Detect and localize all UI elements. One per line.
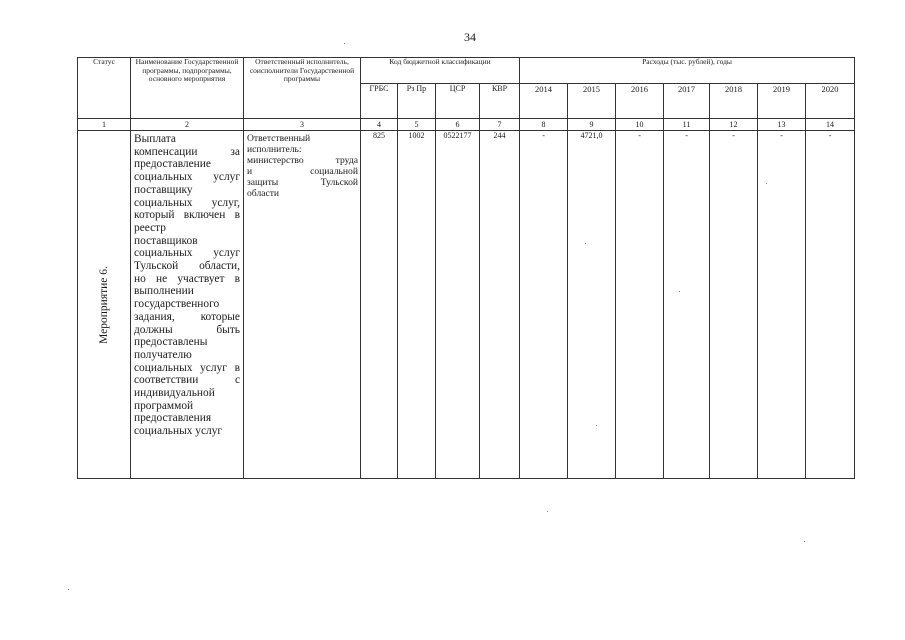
header-year: 2015 [568, 84, 616, 119]
csr-value: 0522177 [436, 131, 480, 479]
name-line: социальных услуг [134, 247, 240, 260]
header-year: 2014 [520, 84, 568, 119]
expense-value: - [520, 131, 568, 479]
name-line: индивидуальной [134, 387, 215, 400]
name-line: программой [134, 399, 194, 412]
status-label: Мероприятие 6. [98, 265, 110, 344]
name-line: но не участвует в [134, 272, 240, 285]
scan-speck [679, 291, 680, 292]
name-line: который включен в [134, 209, 240, 222]
header-name: Наименование Государственной программы, подпрограммы, основного мероприятия [131, 58, 244, 119]
executor-line: и социальной [247, 166, 358, 177]
table-row [78, 131, 855, 479]
header-status: Статус [78, 58, 131, 119]
header-executor: Ответственный исполнитель, соисполнители Государственной программы [244, 58, 361, 119]
column-number: 12 [710, 119, 758, 131]
scan-speck [766, 183, 767, 184]
name-line: поставщику [134, 183, 193, 196]
expense-value: 4721,0 [568, 131, 616, 479]
name-line: получателю [134, 348, 192, 361]
name-line: выполнении [134, 285, 194, 298]
name-line: социальных услуг, [134, 196, 240, 209]
scan-speck [585, 243, 586, 244]
expense-value: - [710, 131, 758, 479]
expense-value: - [664, 131, 710, 479]
name-line: предоставления [134, 412, 212, 425]
column-number: 1 [78, 119, 131, 131]
event-name [131, 131, 243, 438]
executor-line: министерство труда [247, 155, 358, 166]
name-line: социальных услуг [134, 425, 223, 438]
name-line: соответствии с [134, 374, 240, 387]
header-year: 2016 [616, 84, 664, 119]
budget-table [77, 57, 855, 479]
header-year: 2020 [806, 84, 855, 119]
column-number: 2 [131, 119, 244, 131]
header-year: 2019 [758, 84, 806, 119]
header-expenses: Расходы (тыс. рублей), годы [520, 58, 855, 84]
column-number: 8 [520, 119, 568, 131]
name-line: Тульской области, [134, 260, 240, 273]
page-number: 34 [464, 30, 476, 44]
name-line: задания, которые [134, 310, 240, 323]
column-number: 10 [616, 119, 664, 131]
grbs-value: 825 [361, 131, 398, 479]
column-number: 14 [806, 119, 855, 131]
column-number: 13 [758, 119, 806, 131]
header-budget-code: Код бюджетной классификации [361, 58, 520, 84]
name-line: реестр [134, 221, 166, 234]
executor-text [244, 131, 360, 199]
name-line: поставщиков [134, 234, 198, 247]
header-csr: ЦСР [436, 84, 480, 119]
column-number: 4 [361, 119, 398, 131]
name-line: социальных услуг [134, 171, 240, 184]
name-line: социальных услуг в [134, 361, 240, 374]
name-line: компенсации за [134, 145, 240, 158]
scan-speck [344, 43, 345, 44]
scan-speck [68, 589, 69, 590]
header-year: 2017 [664, 84, 710, 119]
header-grbs: ГРБС [361, 84, 398, 119]
header-kvr: КВР [480, 84, 520, 119]
column-number: 3 [244, 119, 361, 131]
expense-value: - [806, 131, 855, 479]
column-number-row [78, 119, 855, 131]
expense-value: - [758, 131, 806, 479]
header-year: 2018 [710, 84, 758, 119]
name-cell [131, 131, 244, 479]
name-line: Выплата [134, 133, 176, 145]
name-line: должны быть [134, 323, 240, 336]
executor-line: области [247, 188, 280, 199]
status-cell [78, 131, 131, 479]
column-number: 9 [568, 119, 616, 131]
column-number: 11 [664, 119, 710, 131]
name-line: государственного [134, 298, 220, 311]
name-line: предоставление [134, 158, 211, 171]
scan-speck [547, 511, 548, 512]
header-rzpr: Рз Пр [398, 84, 436, 119]
scan-speck [596, 425, 597, 426]
column-number: 7 [480, 119, 520, 131]
executor-line: исполнитель: [247, 144, 302, 155]
column-number: 6 [436, 119, 480, 131]
executor-cell [244, 131, 361, 479]
executor-line: Ответственный [247, 133, 311, 144]
executor-line: защиты Тульской [247, 177, 358, 188]
rzpr-value: 1002 [398, 131, 436, 479]
expense-value: - [616, 131, 664, 479]
column-number: 5 [398, 119, 436, 131]
name-line: предоставлены [134, 336, 208, 349]
kvr-value: 244 [480, 131, 520, 479]
scan-speck [804, 541, 805, 542]
